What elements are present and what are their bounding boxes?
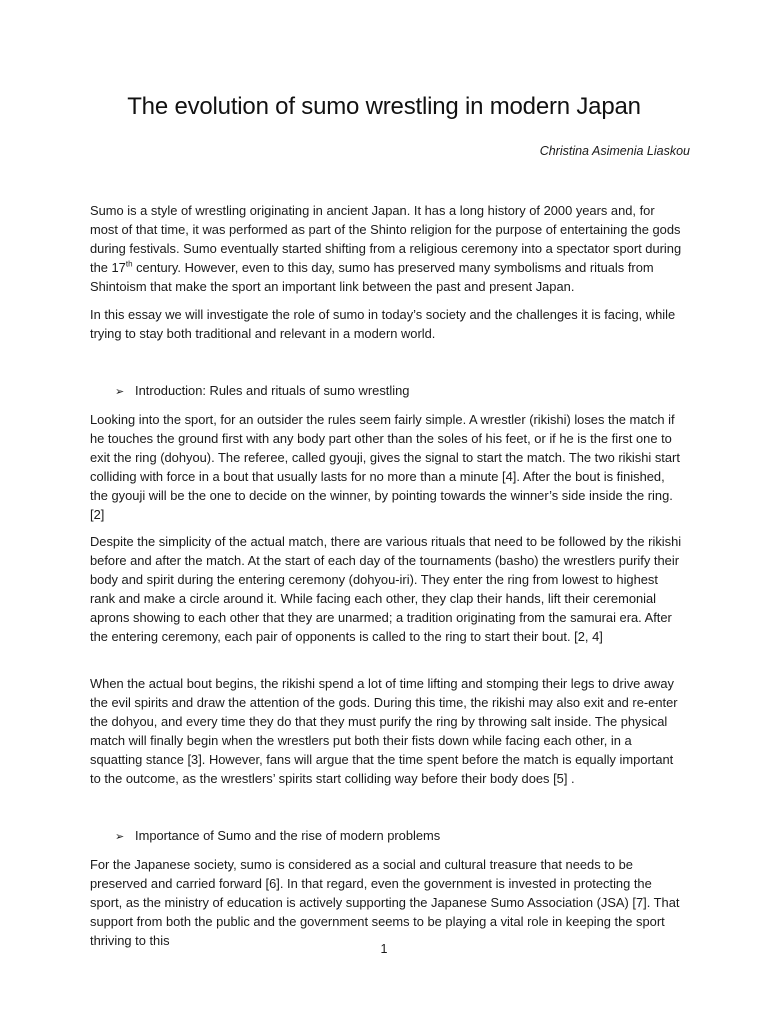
section-heading-rules: ➢ Introduction: Rules and rituals of sumo wrestling [115, 381, 409, 402]
author-name: Christina Asimenia Liaskou [539, 144, 690, 158]
rules-paragraph-2: Despite the simplicity of the actual match, there are various rituals that need to be followed by the rikishi before and after the match. At the start of each day of the tournaments (basho) the wrestlers purify their body and spirit during the entering ceremony (dohyou-iri). They enter the ring from lowest to highest rank and make a circle around it. While facing each other, they clap their hands, lift their ceremonial aprons showing to each other that they are unarmed; a tradition originating from the samurai era. After the entering ceremony, each pair of opponents is called to the ring to start their bout. [2, 4] [90, 534, 682, 644]
section-heading-importance: ➢ Importance of Sumo and the rise of modern problems [115, 826, 440, 847]
intro-paragraph-1: Sumo is a style of wrestling originating in ancient Japan. It has a long history of 2000 years and, for most of that time, it was performed as part of the Shinto religion for the purpose of entertaining the gods during festivals. Sumo eventually started shifting from a religious ceremony into a spectator sport during the 17th century. However, even to this day, sumo has preserved many symbolisms and rituals from Shintoism that make the sport an important link between the past and present Japan. [90, 203, 682, 294]
intro-paragraph-2: In this essay we will investigate the role of sumo in today’s society and the challenges it is facing, while trying to stay both traditional and relevant in a modern world. [90, 307, 676, 341]
arrow-bullet-icon: ➢ [115, 831, 125, 843]
arrow-bullet-icon: ➢ [115, 386, 125, 398]
rules-paragraph-3: When the actual bout begins, the rikishi spend a lot of time lifting and stomping their legs to drive away the evil spirits and draw the attention of the gods. During this time, the rikishi may also exit and re-enter the dohyou, and every time they do that they must purify the ring by throwing salt inside. The physical match will finally begin when the wrestlers put both their fists down while facing each other, in a squatting stance [3]. However, fans will argue that the time spent before the match is equally important to the outcome, as the wrestlers’ spirits start colliding way before their body does [5] . [90, 676, 678, 786]
rules-paragraph-1: Looking into the sport, for an outsider the rules seem fairly simple. A wrestler (rikishi) loses the match if he touches the ground first with any body part other than the soles of his feet, or if he is the first one to exit the ring (dohyou). The referee, called gyouji, gives the signal to start the match. The two rikishi start colliding with force in a bout that usually lasts for no more than a minute [4]. After the bout is finished, the gyouji will be the one to decide on the winner, by pointing towards the winner’s side inside the ring.[2] [90, 412, 680, 522]
document-title: The evolution of sumo wrestling in modern Japan [127, 93, 641, 120]
page-number: 1 [380, 942, 388, 956]
importance-paragraph-1: For the Japanese society, sumo is considered as a social and cultural treasure that needs to be preserved and carried forward [6]. In that regard, even the government is invested in protecting the sport, as the ministry of education is actively supporting the Japanese Sumo Association (JSA) [7]. That support from both the public and the government seems to be playing a vital role in keeping the sport thriving to this [90, 857, 680, 948]
